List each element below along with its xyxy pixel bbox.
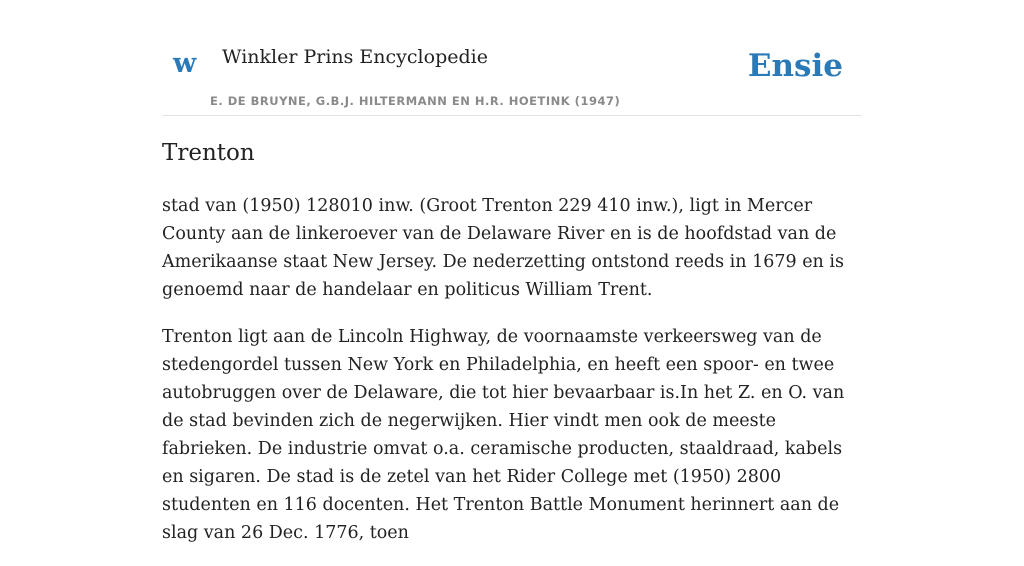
article-paragraph: Trenton ligt aan de Lincoln Highway, de voornaamste verkeersweg van de stedengordel tussen New York en Philadelphia, en heeft een spoor- en twee autobruggen over de Delaware, die tot hier bevaarbaar is.In het Z. en O. van de stad bevinden zich de negerwijken. Hier vindt men ook de meeste fabrieken. De industrie omvat o.a. ceramische producten, staaldraad, kabels en sigaren. De stad is de zetel van het Rider College met (1950) 2800 studenten en 116 docenten. Het Trenton Battle Monument herinnert aan de slag van 26 Dec. 1776, toen [162,327,845,543]
article-title: Trenton [162,140,255,166]
article-body [162,192,862,566]
source-title[interactable]: Winkler Prins Encyclopedie [222,46,488,68]
source-logo[interactable]: w [173,48,197,79]
article-paragraph: stad van (1950) 128010 inw. (Groot Trenton 229 410 inw.), ligt in Mercer County aan de linkeroever van de Delaware River en is de hoofdstad van de Amerikaanse staat New Jersey. De nederzetting ontstond reeds in 1679 en is genoemd naar de handelaar en politicus William Trent. [162,196,844,300]
source-header [162,0,862,116]
ensie-logo-link[interactable]: Ensie [747,48,843,84]
source-authors: E. DE BRUYNE, G.B.J. HILTERMANN EN H.R. HOETINK (1947) [210,94,621,108]
